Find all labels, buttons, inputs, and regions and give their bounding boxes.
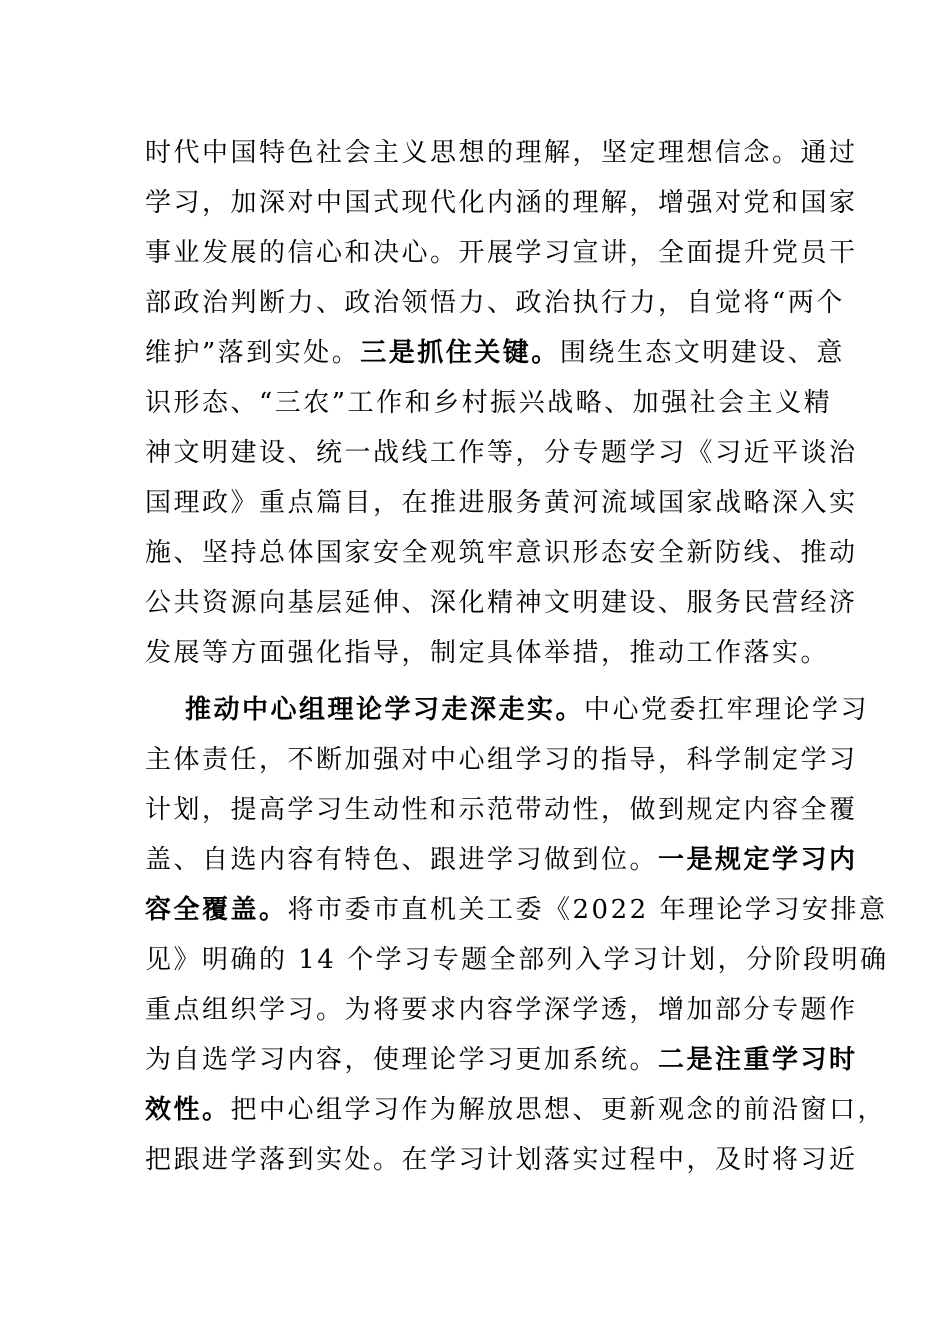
text-line bbox=[145, 328, 845, 378]
text-run: 重点组织学习。为将要求内容学深学透，增加部分专题作 bbox=[145, 995, 858, 1025]
text-line bbox=[145, 228, 858, 278]
bold-heading-run: 二是注重学习时 bbox=[658, 1045, 858, 1075]
text-run: 发展等方面强化指导，制定具体举措，推动工作落实。 bbox=[145, 638, 830, 668]
paragraph-2 bbox=[145, 685, 889, 1185]
text-line bbox=[145, 178, 858, 228]
text-run: 识形态、“三农”工作和乡村振兴战略、加强社会主义精 bbox=[145, 388, 833, 418]
text-run: 将市委市直机关工委《2022 年理论学习安排意 bbox=[287, 895, 888, 925]
text-run: 学习，加深对中国式现代化内涵的理解，增强对党和国家 bbox=[145, 188, 858, 218]
text-line bbox=[145, 278, 845, 328]
text-run: 主体责任，不断加强对中心组学习的指导，科学制定学习 bbox=[145, 745, 858, 775]
bold-heading-run: 推动中心组理论学习走深走实。 bbox=[185, 695, 585, 725]
text-run: 时代中国特色社会主义思想的理解，坚定理想信念。通过 bbox=[145, 138, 858, 168]
text-run: 公共资源向基层延伸、深化精神文明建设、服务民营经济 bbox=[145, 588, 858, 618]
text-line bbox=[145, 1135, 858, 1185]
paragraph-1 bbox=[145, 128, 858, 678]
text-line bbox=[145, 785, 858, 835]
text-line bbox=[145, 478, 858, 528]
text-run: 把中心组学习作为解放思想、更新观念的前沿窗口， bbox=[230, 1095, 887, 1125]
text-line bbox=[145, 935, 889, 985]
text-run: 中心党委扛牢理论学习 bbox=[584, 695, 870, 725]
bold-heading-run: 一是规定学习内 bbox=[658, 845, 858, 875]
bold-heading-run: 容全覆盖。 bbox=[145, 895, 288, 925]
text-line bbox=[145, 428, 858, 478]
text-line bbox=[145, 835, 858, 885]
text-line bbox=[145, 578, 858, 628]
text-line bbox=[145, 528, 858, 578]
text-line bbox=[145, 628, 830, 678]
text-run: 计划，提高学习生动性和示范带动性，做到规定内容全覆 bbox=[145, 795, 858, 825]
text-run: 围绕生态文明建设、意 bbox=[559, 338, 845, 368]
text-run: 事业发展的信心和决心。开展学习宣讲，全面提升党员干 bbox=[145, 238, 858, 268]
text-line bbox=[145, 1085, 887, 1135]
text-line bbox=[145, 1035, 858, 1085]
text-run: 盖、自选内容有特色、跟进学习做到位。 bbox=[145, 845, 659, 875]
text-run: 把跟进学落到实处。在学习计划落实过程中，及时将习近 bbox=[145, 1145, 858, 1175]
text-line bbox=[145, 735, 858, 785]
text-line bbox=[145, 128, 858, 178]
text-run: 为自选学习内容，使理论学习更加系统。 bbox=[145, 1045, 659, 1075]
text-run: 神文明建设、统一战线工作等，分专题学习《习近平谈治 bbox=[145, 438, 858, 468]
text-line bbox=[145, 985, 858, 1035]
bold-heading-run: 三是抓住关键。 bbox=[360, 338, 560, 368]
text-run: 国理政》重点篇目，在推进服务黄河流域国家战略深入实 bbox=[145, 488, 858, 518]
text-run: 见》明确的 14 个学习专题全部列入学习计划，分阶段明确 bbox=[145, 945, 889, 975]
text-line bbox=[145, 885, 888, 935]
text-line bbox=[145, 378, 833, 428]
text-line bbox=[145, 685, 870, 735]
bold-heading-run: 效性。 bbox=[145, 1095, 231, 1125]
text-run: 施、坚持总体国家安全观筑牢意识形态安全新防线、推动 bbox=[145, 538, 858, 568]
text-run: 部政治判断力、政治领悟力、政治执行力，自觉将“两个 bbox=[145, 288, 845, 318]
text-run: 维护”落到实处。 bbox=[145, 338, 361, 368]
